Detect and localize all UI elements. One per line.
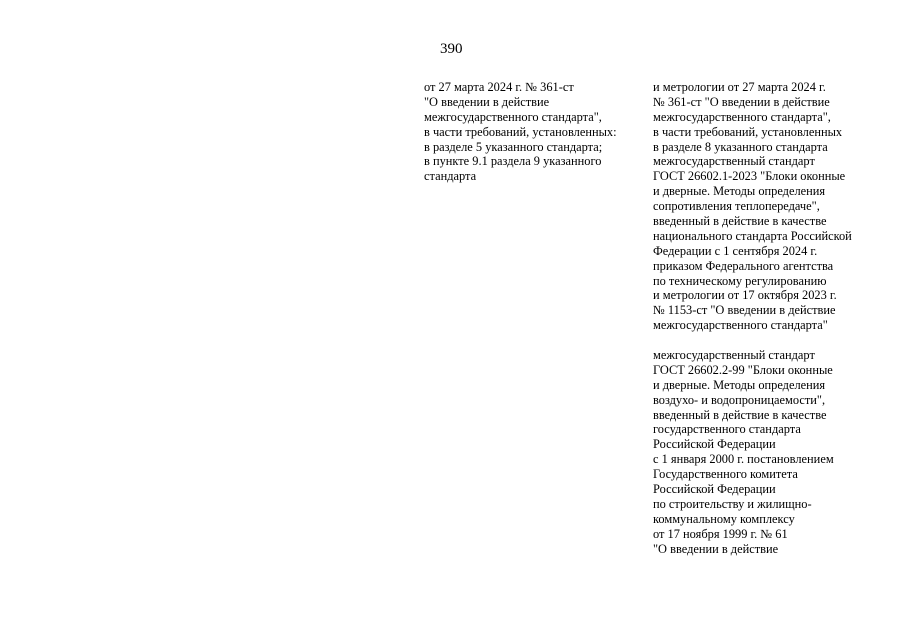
text-line: № 1153-ст "О введении в действие (653, 303, 836, 318)
text-line: межгосударственного стандарта", (424, 109, 602, 124)
text-line: в разделе 5 указанного стандарта; (424, 139, 603, 154)
left-text-block (424, 80, 634, 184)
text-line: "О введении в действие (653, 541, 779, 556)
text-line: межгосударственный стандарт (653, 154, 815, 169)
text-line: и дверные. Методы определения (653, 184, 826, 199)
text-line: Федерации с 1 сентября 2024 г. (653, 243, 818, 258)
text-line: введенный в действие в качестве (653, 407, 827, 422)
text-line: в разделе 8 указанного стандарта (653, 139, 828, 154)
right-text-block-1 (653, 80, 903, 333)
text-line: стандарта (424, 169, 477, 184)
right-column (653, 80, 903, 557)
text-line: воздухо- и водопроницаемости", (653, 392, 826, 407)
text-line: Государственного комитета (653, 467, 798, 482)
text-line: и дверные. Методы определения (653, 377, 826, 392)
text-line: по техническому регулированию (653, 273, 827, 288)
text-line: Российской Федерации (653, 437, 776, 452)
text-line: ГОСТ 26602.2-99 "Блоки оконные (653, 362, 833, 377)
text-line: в части требований, установленных (653, 124, 843, 139)
text-line: сопротивления теплопередаче", (653, 199, 820, 214)
text-line: от 17 ноября 1999 г. № 61 (653, 526, 788, 541)
right-text-block-2 (653, 348, 903, 556)
text-line: в пункте 9.1 раздела 9 указанного (424, 154, 602, 169)
text-line: национального стандарта Российской (653, 228, 852, 243)
text-line: введенный в действие в качестве (653, 214, 827, 229)
text-line: от 27 марта 2024 г. № 361-ст (424, 80, 574, 94)
text-line: межгосударственного стандарта", (653, 109, 831, 124)
text-line: "О введении в действие (424, 94, 550, 109)
left-column (424, 80, 634, 184)
text-line: межгосударственный стандарт (653, 348, 815, 363)
page-number: 390 (440, 41, 463, 57)
text-line: Российской Федерации (653, 482, 776, 497)
text-line: по строительству и жилищно- (653, 496, 812, 511)
text-line: приказом Федерального агентства (653, 258, 834, 273)
text-line: ГОСТ 26602.1-2023 "Блоки оконные (653, 169, 846, 184)
text-line: и метрологии от 17 октября 2023 г. (653, 288, 837, 303)
text-line: № 361-ст "О введении в действие (653, 94, 830, 109)
text-line: коммунальному комплексу (653, 511, 795, 526)
text-line: с 1 января 2000 г. постановлением (653, 452, 834, 467)
text-line: межгосударственного стандарта" (653, 318, 828, 333)
text-line: и метрологии от 27 марта 2024 г. (653, 80, 826, 94)
text-line: государственного стандарта (653, 422, 801, 437)
text-line: в части требований, установленных: (424, 124, 617, 139)
